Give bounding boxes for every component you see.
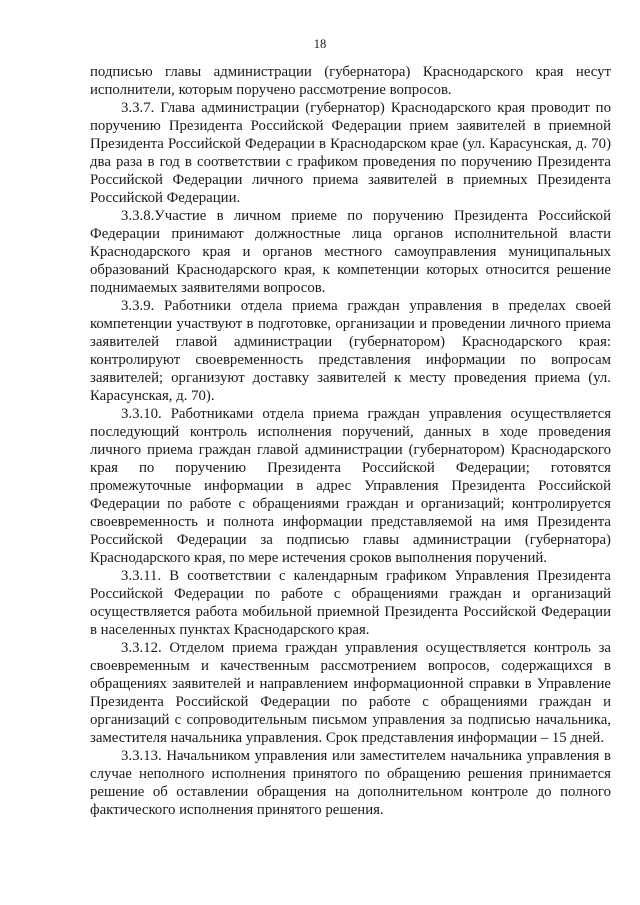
paragraph-3-3-11: 3.3.11. В соответствии с календарным графиком Управления Президента Российской Федерации по работе с обращениями граждан и организаций осуществляется работа мобильной приемной Президента Российской Федерации в населенных пунктах Краснодарского края. — [90, 568, 611, 638]
paragraph-3-3-13: 3.3.13. Начальником управления или заместителем начальника управления в случае неполного исполнения принятого по обращению решения принимается решение об оставлении обращения на дополнительном контроле до полного фактического исполнения принятого решения. — [90, 748, 611, 818]
paragraph-continuation: подписью главы администрации (губернатора) Краснодарского края несут исполнители, которым поручено рассмотрение вопросов. — [90, 64, 611, 98]
paragraph-3-3-12: 3.3.12. Отделом приема граждан управления осуществляется контроль за своевременным и качественным рассмотрением вопросов, содержащихся в обращениях заявителей и направлением информационной справки в Управление Президента Российской Федерации по работе с обращениями граждан и организаций с сопроводительным письмом управления за подписью начальника, заместителя начальника управления. Срок представления информации – 15 дней. — [90, 640, 611, 746]
page-number: 18 — [313, 37, 327, 51]
document-body — [90, 63, 611, 819]
paragraph-3-3-9: 3.3.9. Работники отдела приема граждан управления в пределах своей компетенции участвуют в подготовке, организации и проведении личного приема заявителей главой администрации (губернатором) Краснодарского края: контролируют своевременность представления информации по вопросам заявителей; организуют доставку заявителей к месту проведения приема (ул. Карасунская, д. 70). — [90, 298, 611, 404]
paragraph-3-3-8: 3.3.8.Участие в личном приеме по поручению Президента Российской Федерации принимают должностные лица органов исполнительной власти Краснодарского края и органов местного самоуправления муниципальных образований Краснодарского края, к компетенции которых относится решение поднимаемых заявителями вопросов. — [90, 208, 611, 296]
paragraph-3-3-10: 3.3.10. Работниками отдела приема граждан управления осуществляется последующий контроль исполнения поручений, данных в ходе проведения личного приема граждан главой администрации (губернатором) Краснодарского края по поручению Президента Российской Федерации; готовятся промежуточные информации в адрес Управления Президента Российской Федерации по работе с обращениями граждан и организаций; контролируется своевременность и полнота информации представляемой на имя Президента Российской Федерации за подписью главы администрации (губернатора) Краснодарского края, по мере истечения сроков выполнения поручений. — [90, 406, 611, 566]
paragraph-3-3-7: 3.3.7. Глава администрации (губернатор) Краснодарского края проводит по поручению Президента Российской Федерации прием заявителей в приемной Президента Российской Федерации в Краснодарском крае (ул. Карасунская, д. 70) два раза в год в соответствии с графиком проведения по поручению Президента Российской Федерации личного приема заявителей в приемных Президента Российской Федерации. — [90, 100, 611, 206]
